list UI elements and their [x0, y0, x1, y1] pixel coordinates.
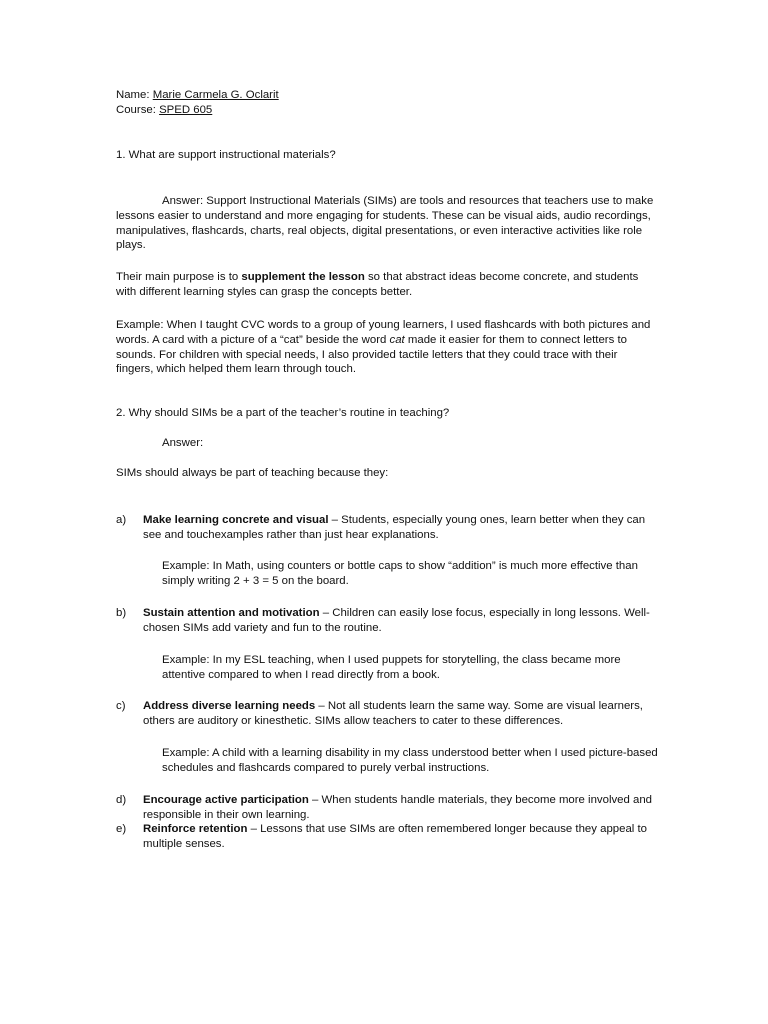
list-item-example: Example: In my ESL teaching, when I used puppets for storytelling, the class became more attentive compared to when I read directly from a book.: [162, 654, 621, 681]
list-item-text: [143, 822, 658, 852]
q1-example-before: Example: When I taught CVC words to a group of young learners, I used flashcards with both pictures and words. A card with a picture of a “cat” beside the word: [116, 319, 651, 346]
list-item-heading: Encourage active participation: [143, 794, 309, 806]
list-item-label: d): [116, 794, 127, 806]
list-item-body: – Lessons that use SIMs are often remembered longer because they appeal to multiple senses.: [143, 823, 647, 850]
list-item-body: – Not all students learn the same way. Some are visual learners, others are auditory or kinesthetic. SIMs allow teachers to cater to these differences.: [143, 700, 643, 727]
list-item-example: Example: In Math, using counters or bottle caps to show “addition” is much more effective than simply writing 2 + 3 = 5 on the board.: [162, 560, 638, 587]
course-line: [116, 103, 212, 118]
q2-intro: SIMs should always be part of teaching because they:: [116, 467, 389, 479]
list-item-label: b): [116, 607, 127, 619]
q1-purpose: [116, 270, 656, 300]
name-value: Marie Carmela G. Oclarit: [152, 89, 279, 101]
list-item-heading: Sustain attention and motivation: [143, 607, 320, 619]
list-item-label: c): [116, 700, 126, 712]
question-1: 1. What are support instructional materials?: [116, 149, 336, 161]
list-item-heading: Make learning concrete and visual: [143, 514, 329, 526]
name-line: [116, 88, 279, 103]
course-value: SPED 605: [159, 104, 213, 116]
q1-example-after: made it easier for them to connect letters to sounds. For children with special needs, I also provided tactile letters that they could trace with their fingers, which helped them learn through touch.: [116, 333, 627, 376]
list-item-heading: Address diverse learning needs: [143, 700, 316, 712]
q1-purpose-bold: supplement the lesson: [241, 271, 365, 283]
list-item-example: Example: A child with a learning disability in my class understood better when I used picture-based schedules and flashcards compared to purely verbal instructions.: [162, 747, 658, 774]
q1-example: [116, 318, 656, 377]
list-item-text: [143, 699, 658, 729]
q1-example-italic: cat: [389, 333, 405, 346]
q1-purpose-after: so that abstract ideas become concrete, and students with different learning styles can grasp the concepts better.: [116, 271, 639, 298]
list-item-text: [143, 606, 658, 636]
q1-answer: Answer: Support Instructional Materials (SIMs) are tools and resources that teachers use to make lessons easier to understand and more engaging for students. These can be visual aids, audio recordings, manipulatives, flashcards, charts, real objects, digital presentations, or even interactive activities like role plays.: [116, 195, 654, 252]
list-item-body: – When students handle materials, they become more involved and responsible in their own learning.: [143, 794, 653, 821]
list-item-heading: Reinforce retention: [143, 823, 248, 835]
question-2: 2. Why should SIMs be a part of the teacher’s routine in teaching?: [116, 407, 450, 419]
list-item-label: e): [116, 823, 127, 835]
course-label: Course:: [116, 104, 160, 116]
q2-answer-label: Answer:: [162, 437, 204, 449]
q1-purpose-before: Their main purpose is to: [116, 271, 242, 283]
list-item-text: [143, 513, 658, 543]
list-item-label: a): [116, 514, 127, 526]
list-item-body: – Students, especially young ones, learn better when they can see and touchexamples rather than just hear explanations.: [143, 514, 646, 541]
list-item-text: [143, 793, 658, 823]
list-item-body: – Children can easily lose focus, especially in long lessons. Well-chosen SIMs add variety and fun to the routine.: [143, 607, 650, 634]
name-label: Name:: [116, 89, 153, 101]
